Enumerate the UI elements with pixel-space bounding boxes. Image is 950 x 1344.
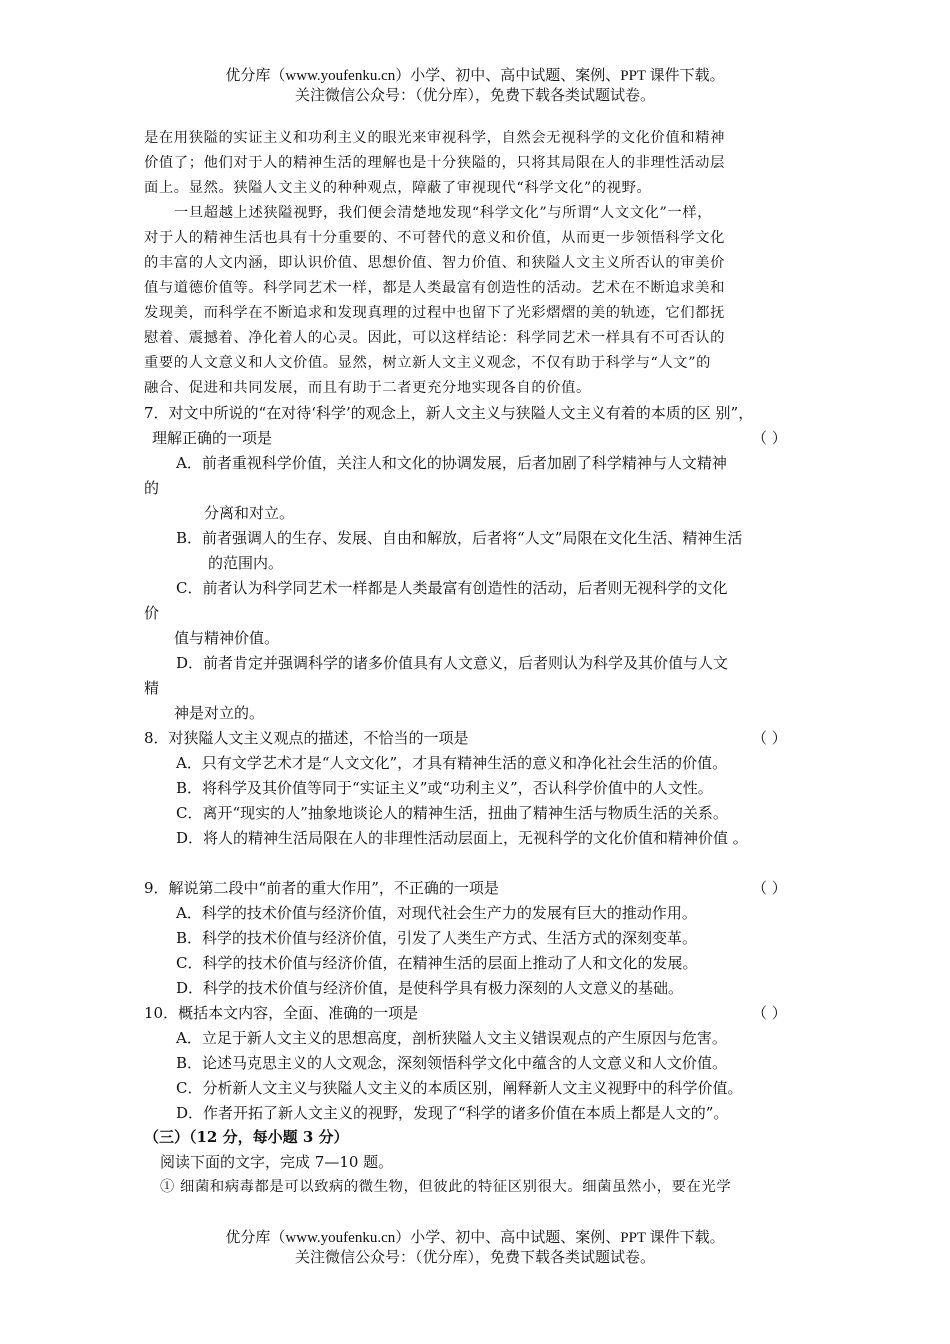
- header-line-1: 优分库（www.youfenku.cn）小学、初中、高中试题、案例、PPT 课件下载。: [225, 68, 725, 84]
- passage-line: 融合、促进和共同发展，而且有助于二者更充分地实现各自的价值。: [144, 380, 591, 396]
- question-7-answer-blank: （ ）: [752, 429, 787, 447]
- passage-line: 面上。显然。狭隘人文主义的种种观点，障蔽了审视现代“科学文化”的视野。: [144, 180, 652, 196]
- question-8-stem: 8．对狭隘人文主义观点的描述，不恰当的一项是: [144, 729, 469, 747]
- q7-option-d-cont: 精: [144, 679, 160, 697]
- q7-option-a-cont: 分离和对立。: [204, 504, 295, 522]
- passage-line: 发现美，而科学在不断追求和发现真理的过程中也留下了光彩熠熠的美的轨迹，它们都抚: [144, 305, 725, 321]
- q7-option-c-cont: 价: [144, 604, 160, 622]
- q7-option-c: C．前者认为科学同艺术一样都是人类最富有创造性的活动，后者则无视科学的文化: [176, 579, 728, 597]
- passage-line: 重要的人文意义和人文价值。显然，树立新人文主义观念，不仅有助于科学与“人文”的: [144, 355, 711, 371]
- q7-option-d-cont: 神是对立的。: [174, 704, 265, 722]
- footer-line-1: 优分库（www.youfenku.cn）小学、初中、高中试题、案例、PPT 课件下载。: [225, 1230, 725, 1246]
- q7-option-a-cont: 的: [144, 479, 160, 497]
- footer-line-2: 关注微信公众号：（优分库），免费下载各类试题试卷。: [294, 1250, 655, 1266]
- passage-line: 价值了；他们对于人的精神生活的理解也是十分狭隘的，只将其局限在人的非理性活动层: [144, 155, 725, 171]
- q9-option-b: B．科学的技术价值与经济价值，引发了人类生产方式、生活方式的深刻变革。: [176, 929, 698, 947]
- q7-option-d: D．前者肯定并强调科学的诸多价值具有人文意义，后者则认为科学及其价值与人文: [176, 654, 729, 672]
- passage-line: 是在用狭隘的实证主义和功利主义的眼光来审视科学，自然会无视科学的文化价值和精神: [144, 130, 725, 146]
- q9-option-d: D．科学的技术价值与经济价值，是使科学具有极力深刻的人文意义的基础。: [176, 979, 684, 997]
- question-7-stem-cont: 理解正确的一项是: [152, 429, 273, 447]
- q8-option-d: D．将人的精神生活局限在人的非理性活动层面上，无视科学的文化价值和精神价值 。: [176, 829, 748, 847]
- q7-option-b: B．前者强调人的生存、发展、自由和解放，后者将“人文”局限在文化生活、精神生活: [176, 529, 743, 547]
- question-8-answer-blank: （ ）: [752, 729, 787, 747]
- q10-option-a: A．立足于新人文主义的思想高度，剖析狭隘人文主义错误观点的产生原因与危害。: [176, 1029, 727, 1047]
- section-3-instruction: 阅读下面的文字，完成 7—10 题。: [160, 1153, 394, 1171]
- passage-line: 慰着、震撼着、净化着人的心灵。因此，可以这样结论：科学同艺术一样具有不可否认的: [144, 330, 725, 346]
- passage-line: 值与道德价值等。科学同艺术一样，都是人类最富有创造性的活动。艺术在不断追求美和: [144, 280, 725, 296]
- q9-option-a: A．科学的技术价值与经济价值，对现代社会生产力的发展有巨大的推动作用。: [176, 904, 697, 922]
- q7-option-a: A．前者重视科学价值，关注人和文化的协调发展，后者加剧了科学精神与人文精神: [176, 454, 727, 472]
- section-3-paragraph-1: ① 细菌和病毒都是可以致病的微生物，但彼此的特征区别很大。细菌虽然小，要在光学: [160, 1179, 732, 1195]
- question-9-stem: 9．解说第二段中“前者的重大作用”，不正确的一项是: [144, 879, 499, 897]
- q8-option-c: C．离开“现实的人”抽象地谈论人的精神生活，扭曲了精神生活与物质生活的关系。: [176, 804, 728, 822]
- question-9-answer-blank: （ ）: [752, 879, 787, 897]
- passage-line: 的丰富的人文内涵，即认识价值、思想价值、智力价值、和狭隘人文主义所否认的审美价: [144, 255, 725, 271]
- question-7-stem: 7．对文中所说的“在对待‘科学’的观念上，新人文主义与狭隘人文主义有着的本质的区 别”，: [144, 404, 754, 422]
- q10-option-d: D．作者开拓了新人文主义的视野，发现了“科学的诸多价值在本质上都是人文的”。: [176, 1104, 729, 1122]
- q10-option-c: C．分析新人文主义与狭隘人文主义的本质区别，阐释新人文主义视野中的科学价值。: [176, 1079, 743, 1097]
- q8-option-b: B．将科学及其价值等同于“实证主义”或“功利主义”，否认科学价值中的人文性。: [176, 779, 713, 797]
- header-line-2: 关注微信公众号：（优分库），免费下载各类试题试卷。: [294, 88, 655, 104]
- q8-option-a: A．只有文学艺术才是“人文文化”，才具有精神生活的意义和净化社会生活的价值。: [176, 754, 728, 772]
- q7-option-b-cont: 的范围内。: [208, 554, 284, 572]
- question-10-answer-blank: （ ）: [752, 1004, 787, 1022]
- q7-option-c-cont: 值与精神价值。: [174, 629, 280, 647]
- q9-option-c: C．科学的技术价值与经济价值，在精神生活的层面上推动了人和文化的发展。: [176, 954, 698, 972]
- passage-line: 一旦超越上述狭隘视野，我们便会清楚地发现“科学文化”与所谓“人文文化”一样，: [174, 205, 713, 221]
- section-3-title: （三）（12 分，每小题 3 分）: [144, 1128, 349, 1146]
- q10-option-b: B．论述马克思主义的人文观念，深刻领悟科学文化中蕴含的人文意义和人文价值。: [176, 1054, 728, 1072]
- question-10-stem: 10．概括本文内容，全面、准确的一项是: [144, 1004, 419, 1022]
- passage-line: 对于人的精神生活也具有十分重要的、不可替代的意义和价值，从而更一步领悟科学文化: [144, 230, 725, 246]
- page-header: [0, 66, 950, 106]
- page-footer: [0, 1228, 950, 1268]
